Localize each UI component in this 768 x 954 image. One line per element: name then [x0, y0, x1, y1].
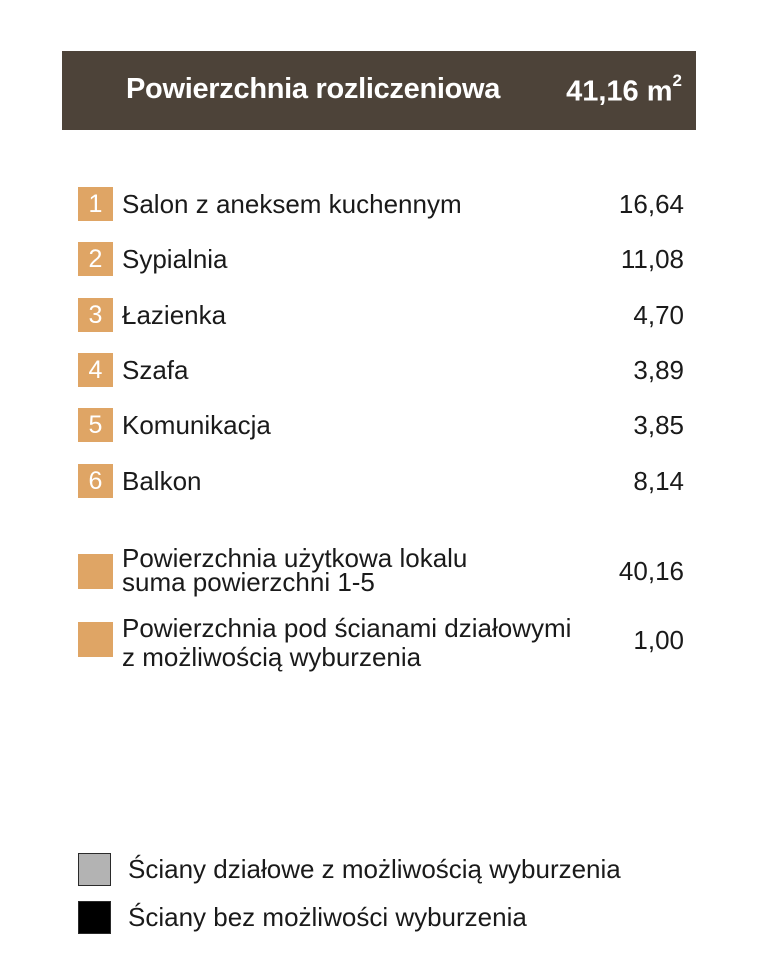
- room-name: Sypialnia: [122, 244, 228, 274]
- usable-area-summary: [78, 543, 684, 598]
- room-name: Szafa: [122, 355, 189, 385]
- legend-item-load-bearing-walls: [78, 901, 698, 937]
- summary-swatch: [78, 622, 113, 657]
- legend-swatch-grey: [78, 853, 111, 886]
- header-title: Powierzchnia rozliczeniowa: [126, 73, 501, 105]
- room-number-badge: 3: [78, 298, 113, 332]
- room-number-badge: 2: [78, 242, 113, 276]
- room-area: 3,85: [633, 410, 684, 440]
- summary-value: 1,00: [633, 625, 684, 655]
- room-number-badge: 1: [78, 187, 113, 221]
- legend-label: Ściany działowe z możliwością wyburzenia: [128, 854, 621, 884]
- partition-walls-area-summary: [78, 614, 684, 670]
- summary-header: [62, 51, 696, 130]
- room-name: Balkon: [122, 466, 202, 496]
- room-row: [78, 242, 684, 276]
- legend-label: Ściany bez możliwości wyburzenia: [128, 902, 527, 932]
- room-name: Salon z aneksem kuchennym: [122, 189, 462, 219]
- room-number-badge: 6: [78, 464, 113, 498]
- room-area: 16,64: [618, 189, 684, 219]
- room-row: [78, 408, 684, 442]
- room-number-badge: 4: [78, 353, 113, 387]
- summary-value: 40,16: [618, 556, 684, 586]
- room-row: [78, 353, 684, 387]
- room-row: [78, 298, 684, 332]
- room-area: 8,14: [633, 466, 684, 496]
- room-name: Komunikacja: [122, 410, 271, 440]
- room-area: 3,89: [633, 355, 684, 385]
- summary-swatch: [78, 554, 113, 589]
- legend-item-demolishable-walls: [78, 853, 698, 889]
- legend-swatch-black: [78, 901, 111, 934]
- room-area: 4,70: [633, 300, 684, 330]
- room-number-badge: 5: [78, 408, 113, 442]
- room-row: [78, 187, 684, 221]
- room-area: 11,08: [620, 244, 684, 274]
- room-row: [78, 464, 684, 498]
- summary-label: Powierzchnia użytkowa lokalu suma powierzchni 1-5: [122, 543, 468, 597]
- header-total-area: 41,16 $m^2$: [566, 71, 682, 108]
- room-name: Łazienka: [122, 300, 227, 330]
- summary-label: Powierzchnia pod ścianami działowymi z możliwością wyburzenia: [122, 613, 572, 672]
